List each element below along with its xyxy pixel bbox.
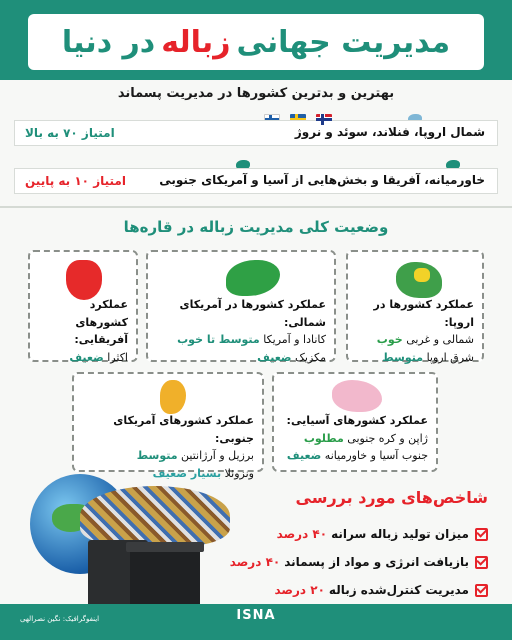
best-score-text: امتیاز ۷۰ به بالا xyxy=(25,126,115,140)
africa-map-icon xyxy=(66,260,102,300)
europe-card xyxy=(346,250,484,362)
africa-line1-label: اکثرا xyxy=(107,350,128,364)
north-america-line2-label: مکزیک xyxy=(295,350,326,364)
asia-map-icon xyxy=(332,380,382,412)
subtitle: بهترین و بدترین کشورها در مدیریت پسماند xyxy=(117,86,395,101)
asia-line2-rating: ضعیف xyxy=(286,449,322,463)
title-accent: زباله xyxy=(161,24,231,60)
criteria-label: مدیریت کنترل‌شده زباله xyxy=(328,583,469,597)
europe-map-icon xyxy=(396,262,442,298)
asia-line1-rating: مطلوب xyxy=(303,431,344,445)
worst-score-text: امتیاز ۱۰ به پایین xyxy=(25,174,126,188)
isna-logo: ISNA xyxy=(236,608,276,623)
south-america-line1-label: برزیل و آرژانتین xyxy=(181,449,254,463)
title-part-2: در دنیا xyxy=(61,24,156,60)
africa-line1-rating: ضعیف xyxy=(69,350,104,364)
page-title xyxy=(28,14,484,70)
criteria-item xyxy=(218,580,488,600)
south-america-line1-rating: متوسط xyxy=(136,449,178,463)
europe-line1-rating: خوب xyxy=(376,333,403,347)
europe-line2-rating: متوسط xyxy=(382,350,424,364)
europe-line2-label: شرق اروپا xyxy=(426,350,474,364)
asia-line2-label: جنوب آسیا و خاورمیانه xyxy=(324,449,428,463)
north-america-line2-rating: ضعیف xyxy=(257,350,292,364)
criteria-label: میزان تولید زباله سرانه xyxy=(331,527,469,541)
criteria-item xyxy=(218,524,488,544)
asia-card xyxy=(272,372,438,472)
section-title: وضعیت کلی مدیریت زباله در قاره‌ها xyxy=(123,218,389,236)
criteria-value: ۴۰ درصد xyxy=(229,555,281,569)
garbage-pile-illustration xyxy=(80,486,230,546)
criteria-value: ۴۰ درصد xyxy=(276,527,328,541)
author-credit: اینفوگرافیک: نگین نصرالهی xyxy=(20,615,100,623)
south-america-map-icon xyxy=(160,380,186,414)
trash-bin-lid-icon xyxy=(126,542,204,552)
africa-card xyxy=(28,250,138,362)
checkbox-checked-icon xyxy=(475,584,488,597)
south-america-card xyxy=(72,372,264,480)
criteria-item xyxy=(218,552,488,572)
criteria-title: شاخص‌های مورد بررسی xyxy=(295,488,488,507)
south-america-card-title: عملکرد کشورهای آمریکای جنوبی: xyxy=(113,414,254,445)
north-america-line1-rating: متوسط تا خوب xyxy=(177,333,260,347)
north-america-card-title: عملکرد کشورها در آمریکای شمالی: xyxy=(179,298,326,329)
checkbox-checked-icon xyxy=(475,556,488,569)
asia-line1-label: ژاپن و کره جنوبی xyxy=(347,431,428,445)
best-countries-row xyxy=(14,120,498,146)
south-america-line2-rating: بسیار ضعیف xyxy=(152,466,222,480)
africa-card-title: عملکرد کشورهای آفریقایی: xyxy=(74,298,128,347)
criteria-label: بازیافت انرژی و مواد از پسماند xyxy=(284,555,469,569)
worst-region-text: خاورمیانه، آفریقا و بخش‌هایی از آسیا و آمریکای جنوبی xyxy=(159,173,485,187)
europe-line1-label: شمالی و غربی xyxy=(406,333,474,347)
south-america-line2-label: ونزوئلا xyxy=(224,466,254,480)
title-part-1: مدیریت جهانی xyxy=(236,24,451,60)
north-america-line1-label: کانادا و آمریکا xyxy=(263,333,326,347)
checkbox-checked-icon xyxy=(475,528,488,541)
europe-card-title: عملکرد کشورها در اروپا: xyxy=(373,298,474,329)
best-region-text: شمال اروپا، فنلاند، سوئد و نروژ xyxy=(294,125,485,139)
section-divider xyxy=(0,206,512,208)
criteria-value: ۲۰ درصد xyxy=(274,583,325,597)
north-america-card xyxy=(146,250,336,362)
north-america-map-icon xyxy=(226,260,280,296)
asia-card-title: عملکرد کشورهای آسیایی: xyxy=(286,414,428,427)
worst-countries-row xyxy=(14,168,498,194)
